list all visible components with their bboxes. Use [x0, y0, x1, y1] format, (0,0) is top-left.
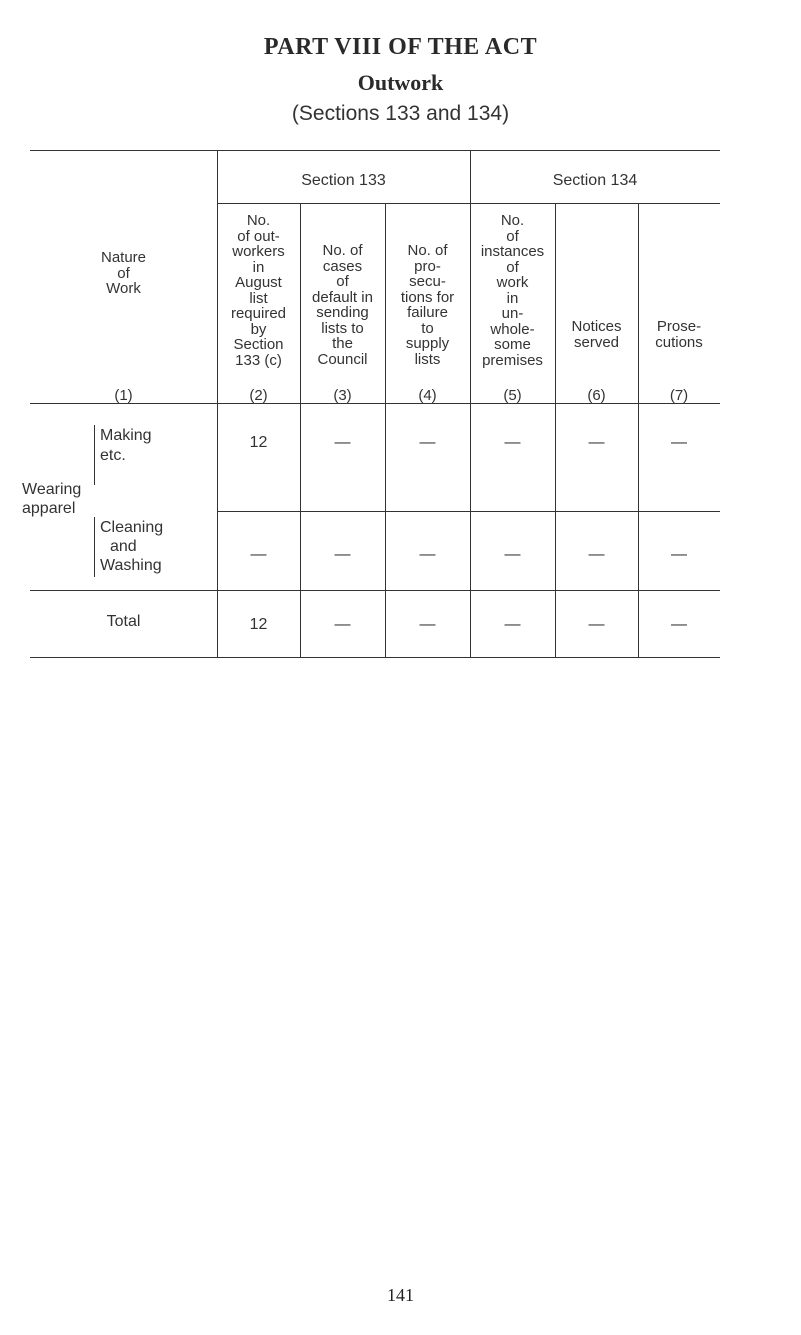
column-header-line: to: [421, 319, 434, 337]
rule-section-split: [217, 203, 720, 204]
rule-body-bottom: [30, 590, 720, 591]
row-label-cleaning-2: and: [110, 538, 137, 555]
row-label-cleaning-3: Washing: [100, 557, 162, 574]
table-cell: —: [588, 434, 605, 451]
group-label-apparel: apparel: [22, 500, 76, 517]
table-cell: —: [504, 546, 521, 563]
column-number: (1): [114, 387, 133, 404]
table-cell: —: [419, 546, 436, 563]
col-rule-5: [555, 203, 556, 657]
column-header-line: work: [496, 274, 529, 291]
rule-table-bottom: [30, 657, 720, 658]
column-header-line: instances: [480, 243, 545, 260]
table-cell: 12: [249, 434, 268, 451]
column-header-line: some: [494, 336, 531, 353]
column-header-line: 133 (c): [235, 351, 282, 369]
column-header-line: lists to: [321, 319, 364, 337]
column-header-line: No.: [500, 212, 525, 229]
column-header-line: August: [235, 274, 282, 291]
column-header-line: of: [117, 264, 130, 282]
table-cell: —: [419, 434, 436, 451]
column-header-line: sending: [316, 304, 369, 321]
column-header-line: Nature: [100, 249, 147, 266]
column-header-line: Council: [317, 350, 368, 368]
column-header-line: un-: [501, 305, 524, 322]
rule-top: [30, 150, 720, 151]
column-header-line: premises: [482, 351, 543, 369]
column-header-line: cases: [322, 257, 363, 275]
column-number: (7): [669, 387, 689, 404]
row-label-making-2: etc.: [100, 447, 126, 464]
total-cell: 12: [249, 616, 268, 633]
col-rule-6: [638, 203, 639, 657]
page-number: 141: [387, 1285, 414, 1305]
total-cell: —: [504, 616, 521, 633]
table-cell: —: [671, 546, 687, 563]
column-header-line: Work: [106, 280, 141, 297]
page-title: PART VIII OF THE ACT: [263, 34, 538, 60]
table-cell: —: [334, 434, 351, 451]
section-134-header: Section 134: [552, 172, 638, 189]
column-header-line: supply: [405, 335, 450, 352]
page-subtitle: Outwork: [357, 70, 444, 95]
column-header-line: whole-: [490, 320, 535, 338]
column-number: (2): [249, 387, 268, 404]
column-number: (6): [587, 387, 606, 404]
column-header-line: of: [506, 258, 519, 276]
table-cell: —: [671, 434, 687, 451]
column-header-line: lists: [414, 350, 441, 368]
column-header-line: pro-: [414, 257, 441, 275]
column-number: (5): [503, 387, 522, 404]
column-header-line: failure: [407, 304, 448, 321]
row-label-cleaning-1: Cleaning: [100, 519, 164, 536]
rule-header-bottom: [30, 403, 720, 404]
table-cell: —: [504, 434, 521, 451]
column-header-line: Section: [233, 336, 284, 353]
row-label-making-1: Making: [100, 427, 152, 444]
column-number: (3): [333, 387, 352, 404]
column-header-line: No. of: [407, 242, 448, 259]
column-header-line: cutions: [655, 333, 703, 351]
column-header-line: default in: [312, 288, 373, 306]
column-header-line: the: [332, 335, 353, 352]
total-cell: —: [334, 616, 351, 633]
brace-making: [88, 425, 95, 485]
group-label-wearing: Wearing: [22, 481, 82, 498]
table-cell: —: [250, 546, 267, 563]
column-header-line: workers: [232, 243, 285, 260]
total-cell: —: [419, 616, 436, 633]
column-header-line: in: [506, 289, 519, 307]
rule-row-split: [217, 511, 720, 512]
column-header-line: of: [336, 273, 349, 290]
brace-cleaning: [88, 517, 95, 577]
row-label-total: Total: [106, 613, 141, 630]
column-number: (4): [418, 387, 437, 404]
column-header-line: No. of: [322, 242, 363, 259]
column-header-line: required: [230, 305, 287, 322]
table-cell: —: [588, 546, 605, 563]
column-header-line: secu-: [409, 273, 446, 290]
column-header-line: served: [573, 333, 620, 351]
column-header-line: by: [250, 320, 267, 338]
column-header-line: of out-: [237, 227, 280, 245]
total-cell: —: [671, 616, 687, 633]
sections-note: (Sections 133 and 134): [291, 102, 510, 125]
column-header-line: Notices: [571, 318, 622, 335]
total-cell: —: [588, 616, 605, 633]
column-header-line: Prose-: [656, 318, 702, 335]
column-header-line: No.: [246, 212, 271, 229]
column-header-line: tions for: [400, 288, 455, 306]
column-header-line: in: [252, 258, 265, 276]
column-header-line: list: [249, 289, 268, 307]
column-header-line: of: [506, 227, 519, 245]
section-133-header: Section 133: [301, 172, 386, 189]
table-cell: —: [334, 546, 351, 563]
